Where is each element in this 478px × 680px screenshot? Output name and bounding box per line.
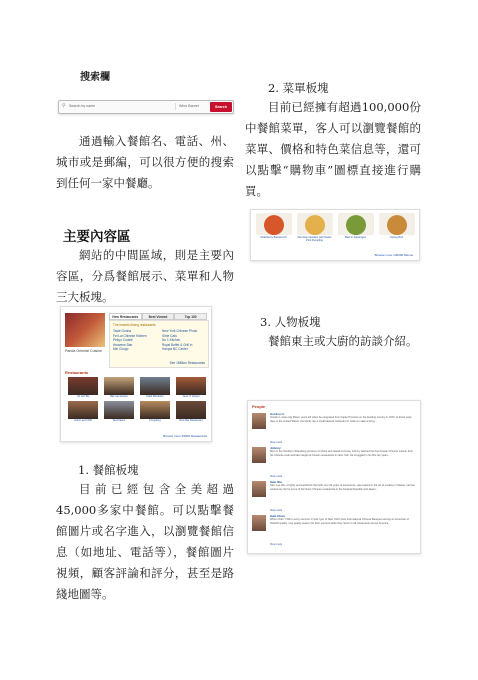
- person-entry: [252, 514, 416, 546]
- dish-photo: [256, 213, 292, 235]
- main-content-paragraph: 網站的中間區域，則是主要內容區，分爲餐館展示、菜單和人物三大板塊。: [56, 248, 234, 304]
- restaurant-photo: [140, 377, 170, 395]
- list-item: Heavens Star: [113, 342, 133, 347]
- menu-section-paragraph: 目前已經擁有超過100,000份中餐館菜單，客人可以瀏覽餐館的菜單、價格和特色菜信息等，還可以點擊“購物車”圖標直接進行購買。: [245, 100, 421, 198]
- list-item: No 1 Kitchen: [162, 338, 181, 343]
- location-select: Wine Barnet: [175, 103, 213, 110]
- restaurant-name: Yel Hot Bis: [76, 395, 90, 398]
- people-label: People: [252, 404, 266, 409]
- restaurant-list-col2: [162, 329, 197, 352]
- restaurant-photo: [68, 377, 98, 395]
- menu-section-heading: 2. 菜單板塊: [268, 81, 329, 95]
- restaurants-label: Restaurants: [65, 370, 89, 375]
- person-bio: Born in the Southern Shandong province of China and raised in Korea, Johnny learned the fine Korean Chinese cuisine from his Chinese cook and later taught at Korean restaurants in New York. He struggled in his first ten years...: [270, 450, 413, 457]
- restaurant-name: Rice Bar Restaurant: [179, 419, 203, 422]
- restaurant-thumb: [67, 377, 99, 398]
- list-item: Hanpia BC Center: [162, 347, 188, 352]
- featured-restaurant-caption: Panda Oriental Cuisine: [65, 349, 102, 353]
- avatar: [252, 481, 266, 497]
- person-name: Sam Wu: [270, 480, 282, 484]
- panel-subtitle: The newest dining restaurants: [113, 323, 156, 327]
- restaurant-section-screenshot: [60, 306, 212, 442]
- list-item: Pekyo Cookie: [113, 338, 133, 343]
- list-item: Fei Lai Chinese Kitchen: [113, 333, 147, 338]
- person-bio: When Chan Yi Bin's every summer in their type of New York's best International Chinese Banquet serving an American of Tasteful quality, now quality season for their success while they return to all restaurants across America.: [270, 518, 409, 525]
- list-item: Sime Caru: [162, 333, 178, 338]
- people-section-screenshot: [247, 400, 421, 554]
- view-more-link: View more: [270, 543, 283, 546]
- restaurant-photo: [176, 401, 206, 419]
- tab-new-restaurants: New Restaurants: [109, 313, 142, 320]
- tab-best-viewed: Best Viewed: [142, 313, 175, 320]
- restaurant-name: Bai Lian House: [110, 395, 128, 398]
- person-bio: Sam Lee Wu, a highly accomplished chef with over 20 years of experience, was trained in the art of cooking in Taiwan. He has worked as chef in some of the finest Chinese restaurants in the Federal Republic and Japan...: [270, 484, 415, 491]
- restaurant-thumb: [139, 401, 171, 422]
- restaurant-thumb: [175, 377, 207, 398]
- list-item: Royal Buffet & Grill In: [162, 342, 193, 347]
- person-bio: Gordon Li was only fifteen years old when he emigrated from Fujian Province on the bustling country in 1970. In those early days in the United States, the family ran a small takeout restaurant in order to make a living...: [270, 416, 412, 423]
- restaurant-name: Fongeling: [149, 419, 161, 422]
- restaurant-name: Jane-Yi Hotpot: [182, 395, 200, 398]
- browse-more-restaurants-link: Browse more 45000 Restaurants: [163, 434, 207, 438]
- avatar: [252, 413, 266, 429]
- list-item: Taste Gonna: [113, 329, 132, 333]
- search-bar-screenshot: [58, 100, 234, 114]
- menu-section-screenshot: [250, 209, 420, 261]
- restaurant-photo: [68, 401, 98, 419]
- person-entry: [252, 446, 416, 478]
- see-more-restaurants-link: See 1Million Restaurants: [169, 361, 205, 365]
- restaurant-thumb: [67, 401, 99, 422]
- view-more-link: View more: [270, 509, 283, 512]
- restaurant-thumb: [103, 377, 135, 398]
- dish-name: Spring Roll: [390, 236, 403, 239]
- list-item: Mei Chopp: [113, 347, 129, 352]
- view-more-link: View more: [270, 441, 283, 444]
- person-name: Johnny: [270, 446, 281, 450]
- dish-name: Beef in Asparagus: [344, 236, 367, 239]
- menu-item: [255, 213, 292, 242]
- restaurant-tabs: [109, 313, 207, 320]
- restaurant-name: Gold Leaf CNR: [74, 419, 92, 422]
- restaurant-photo: [140, 401, 170, 419]
- restaurant-thumb: [175, 401, 207, 422]
- restaurant-thumb: [139, 377, 171, 398]
- menu-item: [378, 213, 415, 242]
- search-icon: ⚲: [62, 103, 66, 109]
- avatar: [252, 515, 266, 531]
- menu-item: [337, 213, 374, 242]
- tab-top-100: Top 100: [174, 313, 207, 320]
- restaurant-list-col1: [113, 329, 147, 352]
- person-name: Gordon Li: [270, 412, 285, 416]
- restaurant-photo: [104, 377, 134, 395]
- people-section-paragraph: 餐館東主或大廚的訪談介紹。: [268, 334, 418, 348]
- search-section-paragraph: 通過輸入餐館名、電話、州、城市或是郵編，可以很方便的搜索到任何一家中餐廳。: [56, 134, 234, 190]
- browse-more-menus-link: Browse more 100000 Menus: [374, 253, 413, 257]
- avatar: [252, 447, 266, 463]
- search-section-heading: 搜索欄: [80, 72, 110, 83]
- person-entry: [252, 480, 416, 512]
- main-content-heading: 主要內容區: [63, 229, 131, 245]
- dish-photo: [338, 213, 374, 235]
- list-item: New York Chinese Photo: [162, 329, 198, 333]
- view-more-link: View more: [270, 475, 283, 478]
- dish-photo: [297, 213, 333, 235]
- restaurant-photo: [104, 401, 134, 419]
- restaurant-name: Tea Palace: [112, 419, 126, 422]
- restaurant-photo: [176, 377, 206, 395]
- restaurant-list-panel: [109, 320, 209, 368]
- restaurant-section-paragraph: 目前已經包含全美超過45,000多家中餐館。可以點擊餐館圖片或名字進入，以瀏覽餐館信息（如地址、電話等），餐館圖片視頻，顧客評論和評分，甚至是路綫地圖等。: [56, 482, 234, 601]
- restaurant-thumb-grid: [67, 377, 207, 422]
- restaurant-name: Maid Mandarin: [146, 395, 164, 398]
- menu-item-grid: [255, 213, 415, 242]
- search-button: Search: [210, 102, 232, 112]
- dish-name: Dan Dan Noodles with Sweet Pork Dumpling: [297, 236, 332, 243]
- search-input: Search by name: [69, 104, 96, 108]
- person-entry: [252, 412, 416, 444]
- dish-photo: [379, 213, 415, 235]
- restaurant-section-heading: 1. 餐館板塊: [78, 463, 139, 477]
- dish-name: Strawberry Banana Ch: [260, 236, 287, 239]
- people-section-heading: 3. 人物板塊: [260, 315, 321, 329]
- featured-restaurant-photo: [65, 313, 105, 347]
- person-name: Sam Chan: [270, 514, 285, 518]
- menu-item: [296, 213, 333, 242]
- restaurant-thumb: [103, 401, 135, 422]
